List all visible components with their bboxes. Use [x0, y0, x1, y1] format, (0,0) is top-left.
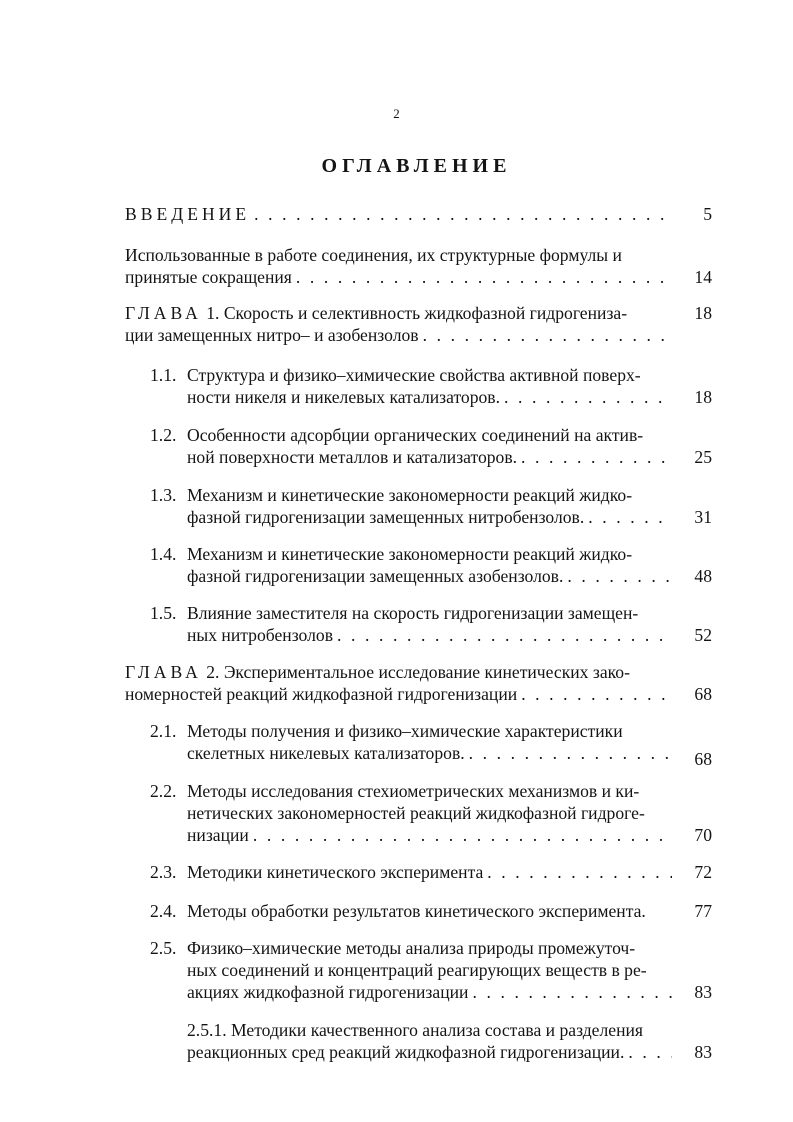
dot-leader [563, 565, 672, 587]
toc-page-number: 31 [694, 507, 712, 527]
dot-leader [517, 446, 672, 468]
toc-entry-line: ности никеля и никелевых катализаторов. [187, 387, 501, 407]
section-number: 1.4. [150, 544, 177, 564]
dot-leader [468, 981, 672, 1003]
toc-entry-line: акциях жидкофазной гидрогенизации [187, 982, 469, 1002]
toc-entry-1-3[interactable] [187, 484, 672, 528]
toc-page-number: 25 [694, 447, 712, 467]
toc-entry-line: 1. Скорость и селективность жидкофазной гидрогениза- [201, 303, 628, 323]
section-number: 2.5. [150, 938, 177, 958]
toc-entry-line: Использованные в работе соединения, их структурные формулы и [125, 245, 622, 265]
toc-entry-2-2[interactable] [187, 780, 672, 846]
dot-leader [419, 324, 672, 346]
toc-entry-line: ных нитробензолов [187, 625, 333, 645]
toc-page-number: 48 [694, 566, 712, 586]
dot-leader [250, 203, 672, 225]
toc-page-number: 5 [703, 204, 712, 224]
toc-entry-intro[interactable] [125, 203, 672, 225]
toc-entry-line: фазной гидрогенизации замещенных нитробензолов. [187, 507, 585, 527]
toc-entry-2-3[interactable] [187, 861, 672, 883]
dot-leader [624, 1041, 672, 1063]
toc-entry-1-5[interactable] [187, 602, 672, 646]
toc-page-number: 52 [694, 625, 712, 645]
toc-entry-1-1[interactable] [187, 364, 672, 408]
toc-entry-line: ной поверхности металлов и катализаторов. [187, 447, 518, 467]
toc-page-number: 14 [694, 267, 712, 287]
toc-entry-2-4[interactable] [187, 900, 672, 922]
toc-entry-chapter-1[interactable] [125, 302, 672, 346]
dot-leader [517, 683, 672, 705]
chapter-label: ГЛАВА [125, 303, 202, 323]
section-number: 2.4. [150, 901, 177, 921]
section-number: 2.3. [150, 862, 177, 882]
section-number: 1.1. [150, 365, 177, 385]
toc-entry-2-1[interactable] [187, 720, 672, 764]
section-number: 1.2. [150, 425, 177, 445]
toc-entry-line: Влияние заместителя на скорость гидрогенизации замещен- [187, 603, 639, 623]
page-number: 2 [393, 106, 400, 121]
toc-entry-line: Методики качественного анализа состава и разделения [231, 1020, 644, 1040]
toc-entry-line: реакционных сред реакций жидкофазной гидрогенизации. [187, 1042, 625, 1062]
toc-page-number: 68 [694, 749, 712, 769]
toc-entry-line: ных соединений и концентраций реагирующих веществ в ре- [187, 960, 647, 980]
toc-entry-1-4[interactable] [187, 543, 672, 587]
toc-entry-line: Механизм и кинетические закономерности реакций жидко- [187, 485, 633, 505]
toc-entry-line: ции замещенных нитро– и азобензолов [125, 325, 419, 345]
toc-entry-line: Механизм и кинетические закономерности реакций жидко- [187, 544, 633, 564]
toc-entry-line: Особенности адсорбции органических соединений на актив- [187, 425, 644, 445]
toc-entry-line: Методы получения и физико–химические характеристики [187, 721, 623, 741]
toc-entry-chapter-2[interactable] [125, 661, 672, 705]
toc-entry-line: нетических закономерностей реакций жидкофазной гидроге- [187, 803, 645, 823]
section-number: 2.1. [150, 721, 177, 741]
toc-page-number: 68 [694, 684, 712, 704]
toc-page-number: 83 [694, 982, 712, 1002]
toc-entry-text: ВВЕДЕНИЕ [125, 204, 251, 224]
section-number: 2.5.1. [187, 1020, 227, 1040]
toc-entry-line: Методы обработки результатов кинетического эксперимента. [187, 901, 646, 921]
toc-entry-line: Физико–химические методы анализа природы промежуточ- [187, 938, 636, 958]
dot-leader [584, 506, 672, 528]
toc-entry-2-5[interactable] [187, 937, 672, 1003]
toc-entry-1-2[interactable] [187, 424, 672, 468]
toc-entry-line: номерностей реакций жидкофазной гидрогенизации [125, 684, 518, 704]
chapter-label: ГЛАВА [125, 662, 202, 682]
toc-page-number: 18 [694, 303, 712, 323]
dot-leader [465, 742, 672, 764]
toc-entry-line: фазной гидрогенизации замещенных азобензолов. [187, 566, 564, 586]
toc-entry-2-5-1[interactable] [187, 1019, 672, 1063]
page-title: ОГЛАВЛЕНИЕ [321, 155, 512, 177]
toc-page-number: 77 [694, 901, 712, 921]
toc-page-number: 70 [694, 825, 712, 845]
toc-entry-line: Структура и физико–химические свойства активной поверх- [187, 365, 641, 385]
toc-page-number: 83 [694, 1042, 712, 1062]
dot-leader [292, 266, 672, 288]
dot-leader [249, 824, 672, 846]
toc-page-number: 72 [694, 862, 712, 882]
dot-leader [333, 624, 672, 646]
dot-leader [483, 861, 672, 883]
toc-entry-compounds[interactable] [125, 244, 672, 288]
dot-leader [500, 386, 672, 408]
toc-entry-line: Методики кинетического эксперимента [187, 862, 484, 882]
toc-entry-line: 2. Экспериментальное исследование кинетических зако- [201, 662, 630, 682]
toc-entry-line: низации [187, 825, 249, 845]
toc-entry-line: принятые сокращения [125, 267, 292, 287]
section-number: 1.5. [150, 603, 177, 623]
section-number: 1.3. [150, 485, 177, 505]
toc-entry-line: скелетных никелевых катализаторов. [187, 743, 465, 763]
toc-entry-line: Методы исследования стехиометрических механизмов и ки- [187, 781, 640, 801]
toc-page-number: 18 [694, 387, 712, 407]
section-number: 2.2. [150, 781, 177, 801]
